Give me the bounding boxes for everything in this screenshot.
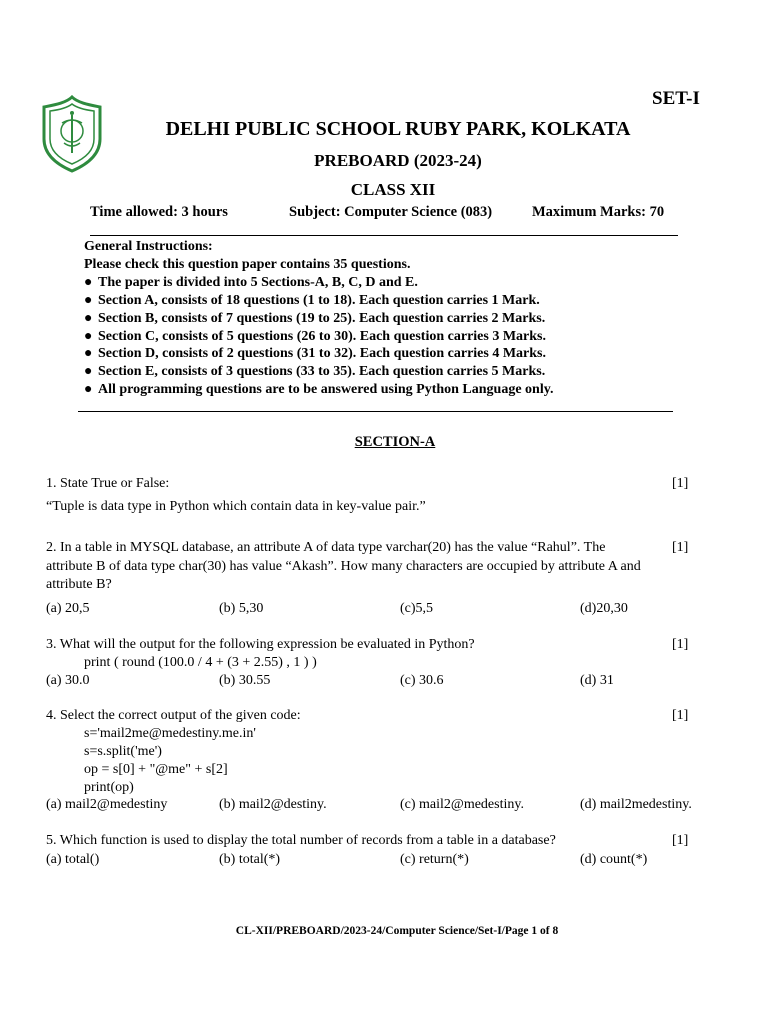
option-b: (b) total(*) [219,852,281,867]
question-2-text-line2: attribute B of data type char(30) has value “Akash”. How many characters are occupied by attribute A and [46,559,641,574]
option-b: (b) 30.55 [219,673,271,688]
question-3-mark: [1] [672,637,689,652]
option-c: (c) 30.6 [400,673,444,688]
instruction-item: ● The paper is divided into 5 Sections-A, B, C, D and E. [84,275,418,290]
question-4-code-line: s=s.split('me') [84,744,162,759]
question-5-text: 5. Which function is used to display the total number of records from a table in a database? [46,833,556,848]
instruction-item: ● Section B, consists of 7 questions (19 to 25). Each question carries 2 Marks. [84,311,546,326]
question-1-text: 1. State True or False: [46,476,170,491]
instruction-item: ● Section E, consists of 3 questions (33 to 35). Each question carries 5 Marks. [84,364,546,379]
page-footer: CL-XII/PREBOARD/2023-24/Computer Science/Set-I/Page 1 of 8 [235,925,559,937]
option-c: (c)5,5 [400,601,434,616]
question-2-text: 2. In a table in MYSQL database, an attribute A of data type varchar(20) has the value “Rahul”. The [46,540,606,555]
class-title: CLASS XII [350,180,436,199]
instruction-item: ● Section A, consists of 18 questions (1 to 18). Each question carries 1 Mark. [84,293,540,308]
option-a: (a) 30.0 [46,673,90,688]
instruction-item: ● Section D, consists of 2 questions (31 to 32). Each question carries 4 Marks. [84,346,546,361]
instruction-item: ● Section C, consists of 5 questions (26 to 30). Each question carries 3 Marks. [84,329,546,344]
question-2-mark: [1] [672,540,689,555]
set-label: SET-I [652,88,700,109]
question-1-statement: “Tuple is data type in Python which contain data in key-value pair.” [46,499,426,514]
question-4-text: 4. Select the correct output of the given code: [46,708,301,723]
question-4-code-line: s='mail2me@medestiny.me.in' [84,726,256,741]
question-4-code-line: op = s[0] + "@me" + s[2] [84,762,228,777]
question-2-text-line3: attribute B? [46,577,112,592]
question-4-code-line: print(op) [84,780,134,795]
subject: Subject: Computer Science (083) [289,204,493,220]
option-d: (d) mail2medestiny. [580,797,692,812]
option-a: (a) 20,5 [46,601,90,616]
section-heading: SECTION-A [354,434,436,450]
exam-title: PREBOARD (2023-24) [314,151,482,170]
option-d: (d)20,30 [580,601,628,616]
question-4-mark: [1] [672,708,689,723]
question-3-text: 3. What will the output for the following expression be evaluated in Python? [46,637,475,652]
instruction-item: ● All programming questions are to be answered using Python Language only. [84,382,554,397]
school-name: DELHI PUBLIC SCHOOL RUBY PARK, KOLKATA [165,118,631,140]
option-a: (a) mail2@medestiny [46,797,168,812]
question-5-mark: [1] [672,833,689,848]
instructions-intro: Please check this question paper contains 35 questions. [84,257,411,272]
option-c: (c) mail2@medestiny. [400,797,524,812]
option-d: (d) count(*) [580,852,648,867]
option-a: (a) total() [46,852,100,867]
option-c: (c) return(*) [400,852,469,867]
option-b: (b) mail2@destiny. [219,797,327,812]
option-d: (d) 31 [580,673,614,688]
header-divider [90,235,678,236]
time-allowed: Time allowed: 3 hours [90,204,228,220]
question-3-code: print ( round (100.0 / 4 + (3 + 2.55) , 1 ) ) [84,655,317,670]
maximum-marks: Maximum Marks: 70 [532,204,665,220]
option-b: (b) 5,30 [219,601,264,616]
instructions-divider [78,411,673,412]
instructions-heading: General Instructions: [84,239,213,254]
question-1-mark: [1] [672,476,689,491]
